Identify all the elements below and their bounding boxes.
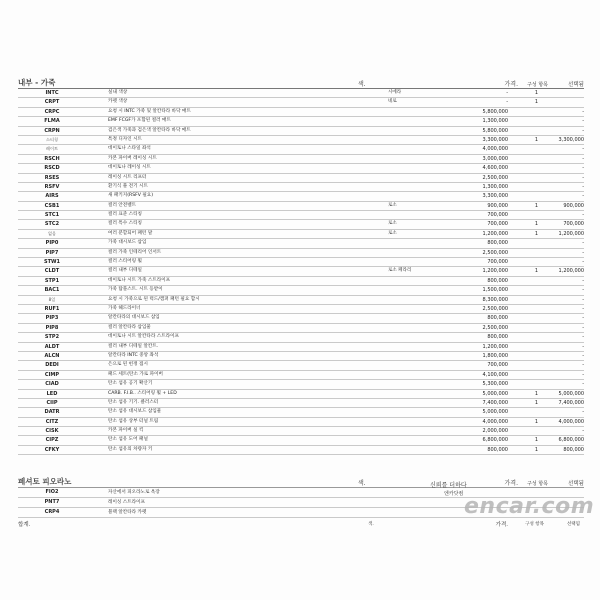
option-selected-price: -: [582, 193, 584, 200]
watermark-subline: 엔카닷컴: [444, 491, 464, 497]
option-price: 5,000,000: [482, 409, 508, 416]
option-selected-price: 900,000: [563, 202, 584, 209]
option-description: 탄소 섬유의 차량자 키: [108, 446, 153, 452]
table-row: [18, 192, 584, 201]
option-code: CIPZ: [45, 437, 59, 444]
table-row: [18, 239, 584, 248]
table-row: [18, 314, 584, 323]
option-description: 레이싱 스트라이프: [108, 500, 145, 506]
option-description: 카펫 색상: [108, 99, 128, 105]
option-description: 블랙 알칸타라 카펫: [108, 510, 147, 516]
option-qty: 1: [534, 202, 538, 209]
option-description: 데이토나 시트 알칸타라 스트라이프: [108, 334, 179, 340]
table-row: [18, 296, 584, 305]
option-code: RSCD: [44, 165, 60, 172]
option-price: 5,300,000: [482, 381, 508, 388]
table-row: [18, 230, 584, 239]
totals-row: [18, 518, 584, 530]
option-price: 1,500,000: [482, 287, 508, 294]
option-description: 실내 색상: [108, 90, 128, 95]
table-row: [18, 286, 584, 295]
footer-color: 색.: [368, 522, 374, 527]
header-selected: 선택됨: [568, 82, 584, 88]
footer-qty: 구성 항목: [525, 522, 544, 527]
total-label: 합계.: [18, 522, 31, 528]
option-code: CIIP: [46, 399, 58, 406]
option-selected-price: -: [582, 334, 584, 341]
option-qty: 1: [534, 390, 538, 397]
option-price: 2,500,000: [482, 305, 508, 312]
option-code: PNT7: [44, 499, 60, 506]
option-description: 데이토나 레이싱 시트: [108, 165, 151, 171]
option-price: 2,500,000: [482, 324, 508, 331]
table-row: [18, 305, 584, 314]
option-code: RSFV: [44, 183, 60, 190]
option-selected-price: -: [582, 409, 584, 416]
table-row: [18, 220, 584, 229]
option-selected-price: -: [582, 165, 584, 172]
option-color: 로소: [388, 230, 397, 236]
table-row: [18, 174, 584, 183]
table-row: [18, 418, 584, 427]
option-code: CIMP: [44, 371, 60, 378]
option-selected-price: 5,000,000: [558, 390, 584, 397]
option-price: 5,000,000: [482, 390, 508, 397]
option-price: 6,800,000: [482, 437, 508, 444]
option-selected-price: 4,000,000: [558, 418, 584, 425]
option-price: 4,000,000: [482, 146, 508, 153]
header-qty: 구성 항목: [527, 481, 548, 488]
section-title: 페셔토 피오라노: [18, 477, 72, 487]
option-qty: 1: [534, 446, 538, 453]
option-code: CRPT: [44, 99, 60, 106]
option-description: 요청 시 INTC 가죽 및 알칸타라 바닥 매트: [108, 108, 191, 114]
watermark: [430, 480, 595, 520]
table-row: [18, 267, 584, 276]
option-color: 로소: [388, 202, 397, 208]
option-code: CLDT: [44, 268, 60, 275]
table-row: [18, 352, 584, 361]
option-selected-price: -: [582, 155, 584, 162]
option-selected-price: -: [582, 362, 584, 369]
option-description: 은으로 된 헌정 접시: [108, 362, 148, 368]
option-price: 800,000: [487, 446, 508, 453]
header-selected: 선택됨: [568, 481, 584, 488]
option-description: 컬러 특수 스티칭: [108, 221, 142, 227]
option-selected-price: -: [582, 305, 584, 312]
option-code: PIP7: [45, 249, 59, 256]
option-selected-price: 700,000: [563, 221, 584, 228]
option-description: 특정 디자인 시트: [108, 136, 142, 142]
section-title: 내부 - 가죽: [18, 78, 56, 87]
option-selected-price: -: [582, 381, 584, 388]
option-qty: 1: [534, 418, 538, 425]
option-selected-price: 1,200,000: [558, 268, 584, 275]
option-price: 1,200,000: [482, 268, 508, 275]
table-row: [18, 371, 584, 380]
header-price: 가격.: [504, 480, 518, 488]
option-code: STP2: [44, 334, 60, 341]
option-description: 컬러 스티어링 휠: [108, 259, 142, 265]
option-code: AIRS: [45, 193, 59, 200]
option-code: STW1: [43, 259, 60, 266]
table-row: [18, 390, 584, 399]
option-selected-price: -: [582, 127, 584, 134]
section-header: [18, 74, 584, 89]
option-price: 3,300,000: [482, 193, 508, 200]
option-selected-price: 7,400,000: [558, 399, 584, 406]
table-row: [18, 380, 584, 389]
option-price: 4,100,000: [482, 371, 508, 378]
option-code: CRPC: [44, 108, 60, 115]
option-code: ALCN: [44, 352, 60, 359]
table-row: [18, 408, 584, 417]
header-color: 색.: [358, 480, 366, 488]
option-description: 탄소 섬유 공기 확산기: [108, 381, 153, 387]
option-selected-price: -: [582, 249, 584, 256]
option-code: PIP3: [45, 315, 59, 322]
watermark-tagline: 신뢰를 더하다: [430, 482, 467, 489]
option-color: 로소: [388, 221, 397, 227]
table-row: [18, 446, 584, 455]
option-price: 5,800,000: [482, 108, 508, 115]
option-description: 데이토나 시트 가죽 스트라이프: [108, 277, 171, 283]
option-description: 탄소 섬유 대시보드 삽입물: [108, 409, 162, 415]
option-selected-price: -: [582, 212, 584, 219]
option-description: 가죽 탑플스트. 시트 등받이: [108, 287, 163, 293]
option-qty: 1: [534, 268, 538, 275]
option-selected-price: 800,000: [563, 446, 584, 453]
option-selected-price: -: [582, 428, 584, 435]
option-price: 1,200,000: [482, 343, 508, 350]
option-price: 4,600,000: [482, 165, 508, 172]
option-selected-price: -: [582, 296, 584, 303]
option-code: FLMA: [44, 118, 60, 125]
table-row: [18, 343, 584, 352]
footer-price: 가격.: [495, 522, 508, 528]
footer-selected: 선택됨: [566, 522, 580, 527]
option-code: 8일: [48, 296, 56, 302]
option-code: FIO2: [45, 489, 59, 496]
table-row: [18, 361, 584, 370]
option-selected-price: -: [582, 240, 584, 247]
option-price: 1,200,000: [482, 230, 508, 237]
option-selected-price: -: [582, 183, 584, 190]
option-description: 탄소 섬유 상부 터널 트림: [108, 418, 159, 424]
option-qty: 1: [534, 230, 538, 237]
option-description: 가죽 대시보드 삽입: [108, 240, 147, 246]
option-selected-price: -: [582, 174, 584, 181]
option-code: DATR: [44, 409, 60, 416]
table-row: [18, 89, 584, 98]
option-selected-price: 3,300,000: [558, 136, 584, 143]
option-price: 5,800,000: [482, 127, 508, 134]
header-qty: 구성 항목: [527, 82, 548, 88]
option-price: 7,400,000: [482, 399, 508, 406]
option-price: 700,000: [487, 212, 508, 219]
option-description: CARB. F.I.B.. 스티어링 휠 + LED: [108, 390, 177, 396]
table-row: [18, 202, 584, 211]
option-price: 900,000: [487, 202, 508, 209]
table-row: [18, 164, 584, 173]
option-description: 컬러 가죽 인테리어 인서트: [108, 249, 162, 255]
option-price: 700,000: [487, 259, 508, 266]
table-row: [18, 183, 584, 192]
option-code: CISK: [45, 428, 59, 435]
option-description: 레이싱 시트 리프터: [108, 174, 147, 180]
option-description: EMF FCGF가 포함된 컬러 매트: [108, 118, 171, 124]
option-code: PIP0: [45, 240, 59, 247]
encar-logo: encar.com: [464, 494, 595, 519]
option-qty: 1: [534, 90, 538, 96]
option-code: CRPN: [44, 127, 60, 134]
option-price: -: [506, 90, 508, 96]
option-price: 2,500,000: [482, 249, 508, 256]
option-price: 3,000,000: [482, 155, 508, 162]
option-price: -: [506, 99, 508, 106]
option-color: 네로: [388, 99, 397, 105]
option-selected-price: -: [582, 324, 584, 331]
option-code: CSB1: [44, 202, 60, 209]
option-selected-price: -: [582, 371, 584, 378]
option-selected-price: -: [582, 287, 584, 294]
option-price: 8,300,000: [482, 296, 508, 303]
table-row: [18, 98, 584, 107]
option-description: 카본 파이버 레이싱 시트: [108, 155, 157, 161]
option-description: 알칸타라의 대시보드 삽입: [108, 315, 160, 321]
option-price: 1,300,000: [482, 183, 508, 190]
table-row: [18, 427, 584, 436]
table-row: [18, 333, 584, 342]
table-row: [18, 108, 584, 117]
option-code: 레이트: [45, 146, 59, 152]
options-sheet: [18, 74, 584, 518]
option-description: 컬러 내부 디테일 알칸트.: [108, 343, 159, 349]
option-code: INTC: [45, 90, 59, 96]
table-row: [18, 436, 584, 445]
option-price: 700,000: [487, 362, 508, 369]
option-description: 여러 분할되어 패턴 말: [108, 230, 153, 236]
option-code: CFKY: [44, 446, 60, 453]
table-row: [18, 145, 584, 154]
option-description: 환기식 풀 전기 시트: [108, 183, 148, 189]
option-price: 1,300,000: [482, 118, 508, 125]
option-price: 2,500,000: [482, 174, 508, 181]
option-price: 800,000: [487, 315, 508, 322]
option-code: RUF1: [44, 305, 60, 312]
option-qty: 1: [534, 136, 538, 143]
option-description: 컬러 표준 스티칭: [108, 212, 142, 218]
option-qty: 1: [534, 221, 538, 228]
table-row: [18, 258, 584, 267]
option-qty: 1: [534, 399, 538, 406]
option-description: 알칸타라 INTC 중앙 좌석: [108, 352, 159, 358]
option-selected-price: -: [582, 343, 584, 350]
option-code: LED: [46, 390, 58, 397]
option-code: DEDI: [45, 362, 59, 369]
option-price: 800,000: [487, 334, 508, 341]
option-selected-price: -: [582, 118, 584, 125]
option-selected-price: -: [582, 277, 584, 284]
option-description: 컬러 안전벨트: [108, 202, 137, 208]
option-description: 컬러 알칸타라 삽입물: [108, 324, 151, 330]
table-row: [18, 211, 584, 220]
option-price: 800,000: [487, 277, 508, 284]
option-code: PIP8: [45, 324, 59, 331]
option-selected-price: 1,200,000: [558, 230, 584, 237]
table-row: [18, 155, 584, 164]
option-description: 패드 세트(탄소 가로 파이버: [108, 371, 163, 377]
option-qty: 1: [534, 99, 538, 106]
option-code: STP1: [44, 277, 60, 284]
option-description: 자산에서 피오라노로 옥장: [108, 490, 160, 496]
option-selected-price: -: [582, 315, 584, 322]
option-selected-price: 6,800,000: [558, 437, 584, 444]
section-interior-leather: [18, 74, 584, 455]
option-price: 4,000,000: [482, 418, 508, 425]
option-description: 요청 시 가죽으로 된 럭드/캠퍼 패턴 필요 합시: [108, 296, 200, 302]
option-price: 2,000,000: [482, 428, 508, 435]
option-price: 700,000: [487, 221, 508, 228]
option-code: BAC1: [44, 287, 60, 294]
table-row: [18, 127, 584, 136]
table-row: [18, 249, 584, 258]
option-price: 1,800,000: [482, 352, 508, 359]
option-selected-price: -: [582, 259, 584, 266]
table-row: [18, 277, 584, 286]
option-code: CRP4: [44, 509, 60, 516]
option-code: ALDT: [44, 343, 60, 350]
options-table: [18, 89, 584, 455]
option-description: 검은색 가죽과 검은색 알칸타라 바닥 매트: [108, 127, 191, 133]
option-description: 가죽 헤드라이너: [108, 305, 141, 311]
option-color: 시에라: [388, 90, 402, 95]
option-description: 카본 파이버 실 킥: [108, 428, 144, 434]
header-color: 색.: [358, 81, 366, 88]
option-code: CITZ: [45, 418, 59, 425]
option-description: 데이토나 스타일 좌석: [108, 146, 151, 152]
option-price: 3,300,000: [482, 136, 508, 143]
option-code: RSES: [44, 174, 60, 181]
table-row: [18, 324, 584, 333]
option-qty: 1: [534, 437, 538, 444]
option-code: STC1: [44, 212, 60, 219]
table-row: [18, 117, 584, 126]
option-selected-price: -: [582, 352, 584, 359]
option-price: 800,000: [487, 240, 508, 247]
table-row: [18, 136, 584, 145]
option-description: 새 패키지(RSFV 필요): [108, 193, 154, 199]
table-row: [18, 399, 584, 408]
header-price: 가격.: [504, 81, 518, 88]
option-description: 탄소 섬유 기기. 클러스터: [108, 399, 159, 405]
option-code: RSCH: [44, 155, 60, 162]
option-code: 없음: [47, 230, 57, 236]
option-description: 컬러 내부 디테일: [108, 268, 142, 274]
option-color: 로소 페라리: [388, 268, 412, 274]
option-description: 탄소 섬유 도어 패널: [108, 437, 148, 443]
option-code: STC2: [44, 221, 60, 228]
option-code: 스티칭: [45, 136, 59, 142]
option-selected-price: -: [582, 108, 584, 115]
option-selected-price: -: [582, 146, 584, 153]
option-code: CIAD: [45, 381, 59, 388]
